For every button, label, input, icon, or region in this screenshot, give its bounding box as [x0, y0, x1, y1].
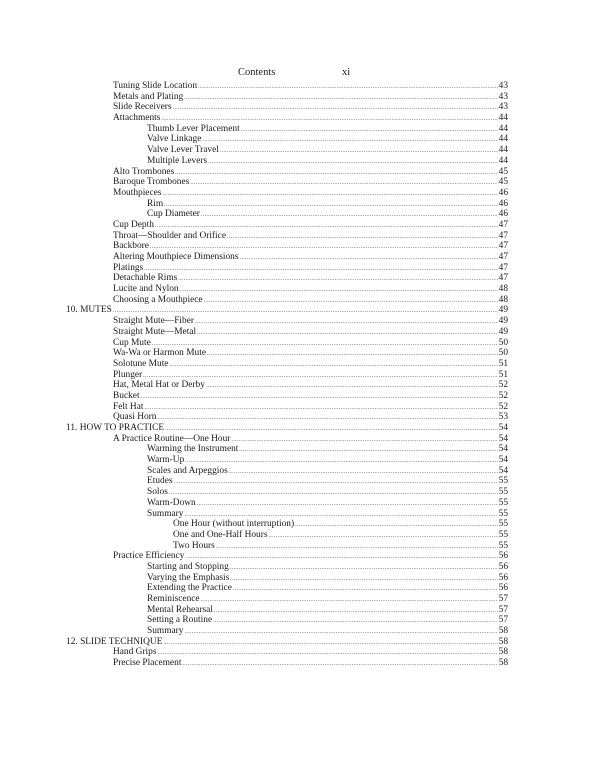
toc-entry-page: 46	[498, 187, 508, 198]
toc-entry-label: Felt Hat	[113, 401, 144, 412]
toc-entry	[0, 519, 508, 530]
toc-entry-page: 47	[498, 262, 508, 273]
toc-entry	[0, 412, 508, 423]
toc-entry-label: 10. MUTES	[66, 305, 112, 316]
toc-entry-page: 54	[498, 455, 508, 466]
toc-entry	[0, 444, 508, 455]
toc-entry-page: 52	[498, 380, 508, 391]
toc-entry-page: 43	[498, 91, 508, 102]
toc-entry-page: 47	[498, 230, 508, 241]
toc-entry-label: Thumb Lever Placement	[147, 123, 240, 134]
toc-entry	[0, 391, 508, 402]
toc-entry	[0, 81, 508, 92]
table-of-contents	[0, 81, 590, 669]
toc-entry-label: Choosing a Mouthpiece	[113, 294, 203, 305]
toc-entry-label: Mouthpieces	[113, 187, 162, 198]
toc-entry-page: 54	[498, 465, 508, 476]
toc-entry	[0, 241, 508, 252]
toc-entry-page: 55	[498, 508, 508, 519]
toc-entry	[0, 113, 508, 124]
toc-entry-label: Cup Depth	[113, 219, 154, 230]
toc-entry-label: Bucket	[113, 390, 140, 401]
toc-entry-label: Hat, Metal Hat or Derby	[113, 380, 205, 391]
toc-entry-page: 54	[498, 423, 508, 433]
toc-entry-page: 54	[498, 433, 508, 444]
toc-entry-page: 54	[498, 444, 508, 455]
toc-entry-page: 55	[498, 476, 508, 487]
toc-entry	[0, 92, 508, 103]
toc-entry-page: 51	[498, 369, 508, 380]
toc-entry	[0, 487, 508, 498]
toc-entry-page: 55	[498, 519, 508, 530]
toc-entry	[0, 316, 508, 327]
toc-entry	[0, 145, 508, 156]
toc-entry-label: Valve Linkage	[147, 134, 202, 145]
toc-entry-page: 56	[498, 583, 508, 594]
toc-entry-page: 44	[498, 113, 508, 124]
toc-entry	[0, 594, 508, 605]
toc-entry-label: Hand Grips	[113, 647, 157, 658]
toc-entry-page: 53	[498, 412, 508, 423]
toc-entry-page: 49	[498, 305, 508, 316]
toc-entry	[0, 177, 508, 188]
toc-entry-label: Plunger	[113, 369, 143, 380]
toc-entry	[0, 615, 508, 626]
toc-entry	[0, 647, 508, 658]
toc-entry-page: 43	[498, 81, 508, 91]
toc-entry-label: Alto Trombones	[113, 166, 175, 177]
toc-entry	[0, 327, 508, 338]
toc-entry-label: One and One-Half Hours	[173, 529, 268, 540]
toc-entry	[0, 637, 508, 648]
toc-entry	[0, 380, 508, 391]
toc-entry	[0, 370, 508, 381]
toc-entry-page: 44	[498, 145, 508, 156]
toc-entry-label: Warming the Instrument	[147, 444, 239, 455]
toc-entry-page: 46	[498, 209, 508, 220]
toc-entry-label: Starting and Stopping	[147, 561, 229, 572]
toc-entry	[0, 231, 508, 242]
running-title: Contents	[238, 67, 276, 78]
toc-entry-page: 58	[498, 647, 508, 658]
toc-entry-label: Etudes	[147, 476, 173, 487]
toc-entry-label: Straight Mute—Metal	[113, 326, 197, 337]
toc-entry-label: Reminiscence	[147, 594, 200, 604]
toc-entry-label: Slide Receivers	[113, 102, 172, 113]
toc-entry-page: 55	[498, 497, 508, 508]
toc-entry	[0, 252, 508, 263]
toc-entry-label: Cup Diameter	[147, 209, 200, 220]
toc-entry-page: 45	[498, 166, 508, 177]
toc-entry-page: 51	[498, 358, 508, 369]
toc-entry-page: 49	[498, 326, 508, 337]
toc-entry-label: Rim	[147, 198, 164, 209]
toc-entry	[0, 220, 508, 231]
toc-entry-label: Backbore	[113, 241, 149, 252]
toc-entry-page: 44	[498, 155, 508, 166]
toc-entry-page: 44	[498, 134, 508, 145]
toc-entry	[0, 434, 508, 445]
page-header	[0, 67, 590, 81]
toc-entry-label: Scales and Arpeggios	[147, 465, 228, 476]
toc-entry-label: Precise Placement	[113, 658, 182, 669]
toc-entry-page: 58	[498, 636, 508, 647]
toc-entry-page: 52	[498, 401, 508, 412]
toc-entry-label: Summary	[147, 626, 184, 637]
toc-entry-page: 57	[498, 594, 508, 604]
toc-entry	[0, 156, 508, 167]
toc-entry	[0, 541, 508, 552]
toc-entry	[0, 284, 508, 295]
toc-entry	[0, 359, 508, 370]
toc-entry	[0, 305, 508, 316]
toc-entry-page: 48	[498, 284, 508, 295]
toc-entry-page: 47	[498, 241, 508, 252]
toc-entry	[0, 476, 508, 487]
toc-entry-page: 45	[498, 177, 508, 188]
toc-entry-page: 47	[498, 273, 508, 284]
toc-entry-label: 12. SLIDE TECHNIQUE	[66, 636, 163, 647]
toc-entry-label: Two Hours	[173, 540, 215, 551]
toc-entry-page: 56	[498, 561, 508, 572]
toc-entry-page: 57	[498, 615, 508, 626]
toc-entry-page: 47	[498, 252, 508, 262]
toc-entry	[0, 263, 508, 274]
toc-entry-label: Cup Mute	[113, 337, 151, 348]
toc-entry-page: 55	[498, 487, 508, 498]
toc-entry	[0, 509, 508, 520]
toc-entry-label: Tuning Slide Location	[113, 81, 198, 91]
toc-entry-label: Summary	[147, 508, 184, 519]
toc-entry	[0, 498, 508, 509]
toc-entry-label: A Practice Routine—One Hour	[113, 433, 231, 444]
toc-entry-label: Detachable Rims	[113, 273, 178, 284]
toc-entry	[0, 209, 508, 220]
toc-entry	[0, 295, 508, 306]
page-number: xi	[342, 67, 351, 78]
toc-entry-label: Platings	[113, 262, 144, 273]
toc-entry-page: 49	[498, 316, 508, 327]
toc-entry-page: 55	[498, 540, 508, 551]
toc-entry-page: 52	[498, 390, 508, 401]
toc-entry-label: Mental Rehearsal	[147, 604, 213, 615]
toc-entry	[0, 605, 508, 616]
toc-entry-label: Lucite and Nylon	[113, 284, 179, 295]
toc-entry	[0, 124, 508, 135]
toc-entry-page: 57	[498, 604, 508, 615]
toc-entry-label: Warm-Down	[147, 497, 196, 508]
toc-entry	[0, 102, 508, 113]
toc-entry	[0, 551, 508, 562]
toc-entry-label: Practice Efficiency	[113, 551, 185, 562]
toc-entry-label: Solos	[147, 487, 168, 498]
toc-entry	[0, 583, 508, 594]
toc-entry	[0, 626, 508, 637]
toc-entry	[0, 188, 508, 199]
toc-entry	[0, 562, 508, 573]
toc-entry	[0, 199, 508, 210]
toc-entry-page: 56	[498, 551, 508, 562]
toc-entry-page: 47	[498, 219, 508, 230]
toc-entry-page: 48	[498, 294, 508, 305]
toc-entry-page: 50	[498, 337, 508, 348]
toc-entry	[0, 658, 508, 669]
toc-entry-label: Baroque Trombones	[113, 177, 190, 188]
toc-entry-label: Metals and Plating	[113, 91, 184, 102]
toc-entry-label: Solotune Mute	[113, 358, 169, 369]
toc-entry-page: 56	[498, 572, 508, 583]
toc-entry-page: 55	[498, 529, 508, 540]
toc-entry-label: Warm-Up	[147, 455, 185, 466]
toc-entry	[0, 134, 508, 145]
toc-entry-page: 44	[498, 123, 508, 134]
toc-entry	[0, 273, 508, 284]
toc-entry-label: Attachments	[113, 113, 161, 124]
toc-entry-page: 50	[498, 348, 508, 359]
toc-entry	[0, 530, 508, 541]
toc-entry	[0, 423, 508, 434]
toc-entry-label: Setting a Routine	[147, 615, 213, 626]
toc-entry-label: Multiple Levers	[147, 155, 208, 166]
toc-entry-page: 58	[498, 626, 508, 637]
toc-entry	[0, 338, 508, 349]
toc-entry-label: Altering Mouthpiece Dimensions	[113, 252, 239, 262]
toc-entry-label: Wa-Wa or Harmon Mute	[113, 348, 206, 359]
toc-entry-page: 58	[498, 658, 508, 669]
toc-entry	[0, 573, 508, 584]
toc-entry-label: Quasi Horn	[113, 412, 157, 423]
toc-entry	[0, 455, 508, 466]
toc-entry	[0, 167, 508, 178]
toc-entry-label: 11. HOW TO PRACTICE	[66, 423, 165, 433]
toc-entry-label: Throat—Shoulder and Orifice	[113, 230, 226, 241]
toc-entry-page: 43	[498, 102, 508, 113]
toc-entry-label: Extending the Practice	[147, 583, 232, 594]
toc-entry-label: Straight Mute—Fiber	[113, 316, 194, 327]
toc-entry-label: Varying the Emphasis	[147, 572, 230, 583]
toc-entry	[0, 348, 508, 359]
toc-entry-page: 46	[498, 198, 508, 209]
toc-entry-label: One Hour (without interruption)	[173, 519, 295, 530]
dot-leader	[182, 659, 497, 670]
toc-entry	[0, 466, 508, 477]
toc-entry	[0, 402, 508, 413]
toc-entry-label: Valve Lever Travel	[147, 145, 219, 156]
